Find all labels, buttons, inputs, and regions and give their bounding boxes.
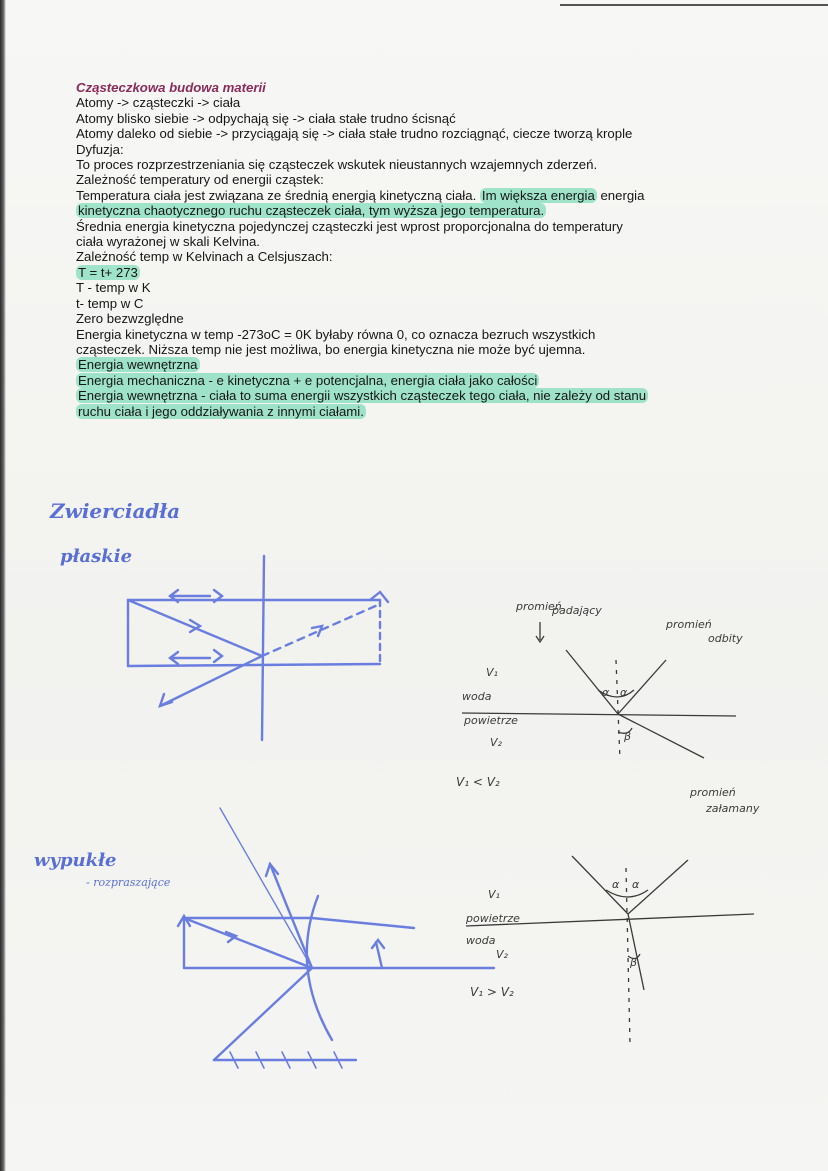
speed-compare-2: V₁ > V₂ xyxy=(470,985,514,999)
water-label: woda xyxy=(462,690,492,703)
reflected-ray xyxy=(160,656,262,706)
beta-1: β xyxy=(624,730,632,743)
v1-label: V₁ xyxy=(486,666,498,679)
internal-energy-2: ruchu ciała i jego oddziaływania z innymi ciałami. xyxy=(78,403,364,419)
alpha-4: α xyxy=(632,878,640,891)
incident-label-1: promień xyxy=(516,600,562,613)
incident-ray-2 xyxy=(572,856,628,914)
mirrors-heading: Zwierciadła xyxy=(50,499,181,523)
notes-line: Atomy -> cząsteczki -> ciała xyxy=(76,95,241,111)
ray-to-center xyxy=(184,918,312,968)
incident-label-2: padający xyxy=(552,604,602,617)
celsius-def: t- temp w C xyxy=(76,295,144,311)
refracted-label-2: załamany xyxy=(706,802,760,815)
refraction-diagram-2 xyxy=(466,856,754,1044)
zero-title: Zero bezwzględne xyxy=(76,311,184,327)
notes-title: Cząsteczkowa budowa materii xyxy=(76,80,266,95)
refracted-label-1: promień xyxy=(690,786,736,799)
flat-mirror-diagram xyxy=(128,556,388,740)
temperature-tail: energia xyxy=(596,187,645,203)
internal-title: Energia wewnętrzna xyxy=(78,357,198,373)
incident-ray xyxy=(566,650,618,714)
alpha-1: α xyxy=(602,686,610,699)
faint-ray xyxy=(220,808,312,968)
reflected-label-1: promień xyxy=(666,618,712,631)
highlight-kinetic: kinetyczna chaotycznego ruchu cząsteczek ciała, tym wyższa jego temperatura. xyxy=(78,203,545,219)
alpha-3: α xyxy=(612,878,620,891)
internal-energy-1: Energia wewnętrzna - ciała to suma energii wszystkich cząsteczek tego ciała, nie zależy od stanu xyxy=(78,388,647,404)
flat-heading: płaskie xyxy=(60,546,133,567)
notes-line: Atomy blisko siebie -> odpychają się -> ciała stałe trudno ścisnąć xyxy=(76,110,456,126)
convex-heading: wypukłe xyxy=(34,850,117,871)
kelvin-def: T - temp w K xyxy=(76,280,151,296)
convex-mirror-diagram xyxy=(178,808,494,1068)
beta-2: β xyxy=(630,956,638,969)
v1b-label: V₁ xyxy=(488,888,500,901)
object-base xyxy=(128,664,380,666)
formula: T = t+ 273 xyxy=(78,264,138,280)
v2-label: V₂ xyxy=(490,736,502,749)
speed-compare-1: V₁ < V₂ xyxy=(456,775,500,789)
notes-line: To proces rozprzestrzeniania się cząsteczek wskutek nieustannych wzajemnych zderzeń. xyxy=(76,157,598,173)
avg-energy-line: Średnia energia kinetyczna pojedynczej cząsteczki jest wprost proporcjonalna do temperatury xyxy=(76,218,623,234)
notes-line: Atomy daleko od siebie -> przyciągają się -> ciała stałe trudno rozciągnąć, ciecze tworzą krople xyxy=(76,126,633,142)
water-label-2: woda xyxy=(466,934,496,947)
air-label: powietrze xyxy=(464,714,518,727)
zero-line: cząsteczek. Niższa temp nie jest możliwa, bo energia kinetyczna nie może być ujemna. xyxy=(76,341,586,357)
convex-subheading: - rozpraszające xyxy=(86,876,171,889)
refraction-diagram-1 xyxy=(462,622,736,760)
reflected-down xyxy=(214,968,312,1060)
alpha-2: α xyxy=(620,686,628,699)
parallel-ray-continue xyxy=(312,918,414,928)
air-label-2: powietrze xyxy=(466,912,520,925)
refracted-ray-2 xyxy=(628,914,644,990)
reflected-label-2: odbity xyxy=(708,632,743,645)
avg-energy-line: ciała wyrażonej w skali Kelvina. xyxy=(76,234,260,250)
mirror-line xyxy=(262,556,264,740)
v2b-label: V₂ xyxy=(496,948,508,961)
notes-line: Dyfuzja: xyxy=(76,141,124,157)
reflected-up xyxy=(270,864,312,968)
highlight-energy: Im większa energia xyxy=(481,187,595,203)
mechanical-energy: Energia mechaniczna - e kinetyczna + e potencjalna, energia ciała jako całości xyxy=(78,372,538,388)
normal-line xyxy=(616,660,620,760)
kelvin-title: Zależność temp w Kelvinach a Celsjuszach: xyxy=(76,249,333,265)
zero-line: Energia kinetyczna w temp -273oC = 0K byłaby równa 0, co oznacza bezruch wszystkich xyxy=(76,326,596,342)
arrow-bottom xyxy=(170,650,222,664)
temperature-text: Temperatura ciała jest związana ze średnią energią kinetyczną ciała. xyxy=(76,187,480,203)
notes-line: Zależność temperatury od energii cząstek: xyxy=(76,172,324,188)
